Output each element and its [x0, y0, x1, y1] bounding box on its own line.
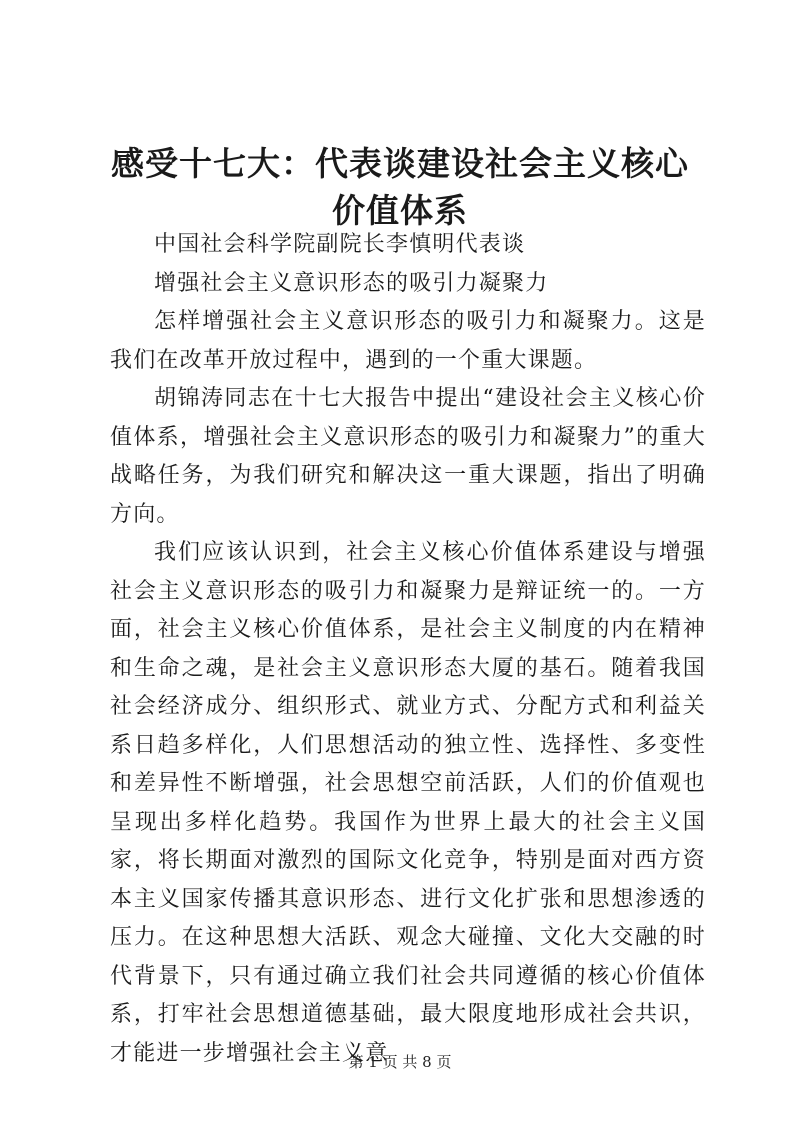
byline-paragraph: 中国社会科学院副院长李慎明代表谈	[154, 232, 526, 257]
page-footer: 第 1 页 共 8 页	[348, 1053, 452, 1071]
document-body	[110, 226, 706, 1073]
subtitle-paragraph: 增强社会主义意识形态的吸引力凝聚力	[154, 270, 549, 296]
body-paragraph: 怎样增强社会主义意识形态的吸引力和凝聚力。这是我们在改革开放过程中，遇到的一个重大课题。	[110, 309, 706, 373]
body-paragraph: 我们应该认识到，社会主义核心价值体系建设与增强社会主义意识形态的吸引力和凝聚力是辩证统一的。一方面，社会主义核心价值体系，是社会主义制度的内在精神和生命之魂，是社会主义意识形态大厦的基石。随着我国社会经济成分、组织形式、就业方式、分配方式和利益关系日趋多样化，人们思想活动的独立性、选择性、多变性和差异性不断增强，社会思想空前活跃，人们的价值观也呈现出多样化趋势。我国作为世界上最大的社会主义国家，将长期面对激烈的国际文化竞争，特别是面对西方资本主义国家传播其意识形态、进行文化扩张和思想渗透的压力。在这种思想大活跃、观念大碰撞、文化大交融的时代背景下，只有通过确立我们社会共同遵循的核心价值体系，打牢社会思想道德基础，最大限度地形成社会共识，才能进一步增强社会主义意	[110, 540, 706, 1066]
body-paragraph: 胡锦涛同志在十七大报告中提出“建设社会主义核心价值体系，增强社会主义意识形态的吸引力和凝聚力”的重大战略任务，为我们研究和解决这一重大课题，指出了明确方向。	[110, 386, 706, 527]
document-title: 感受十七大：代表谈建设社会主义核心价值体系	[111, 144, 689, 230]
